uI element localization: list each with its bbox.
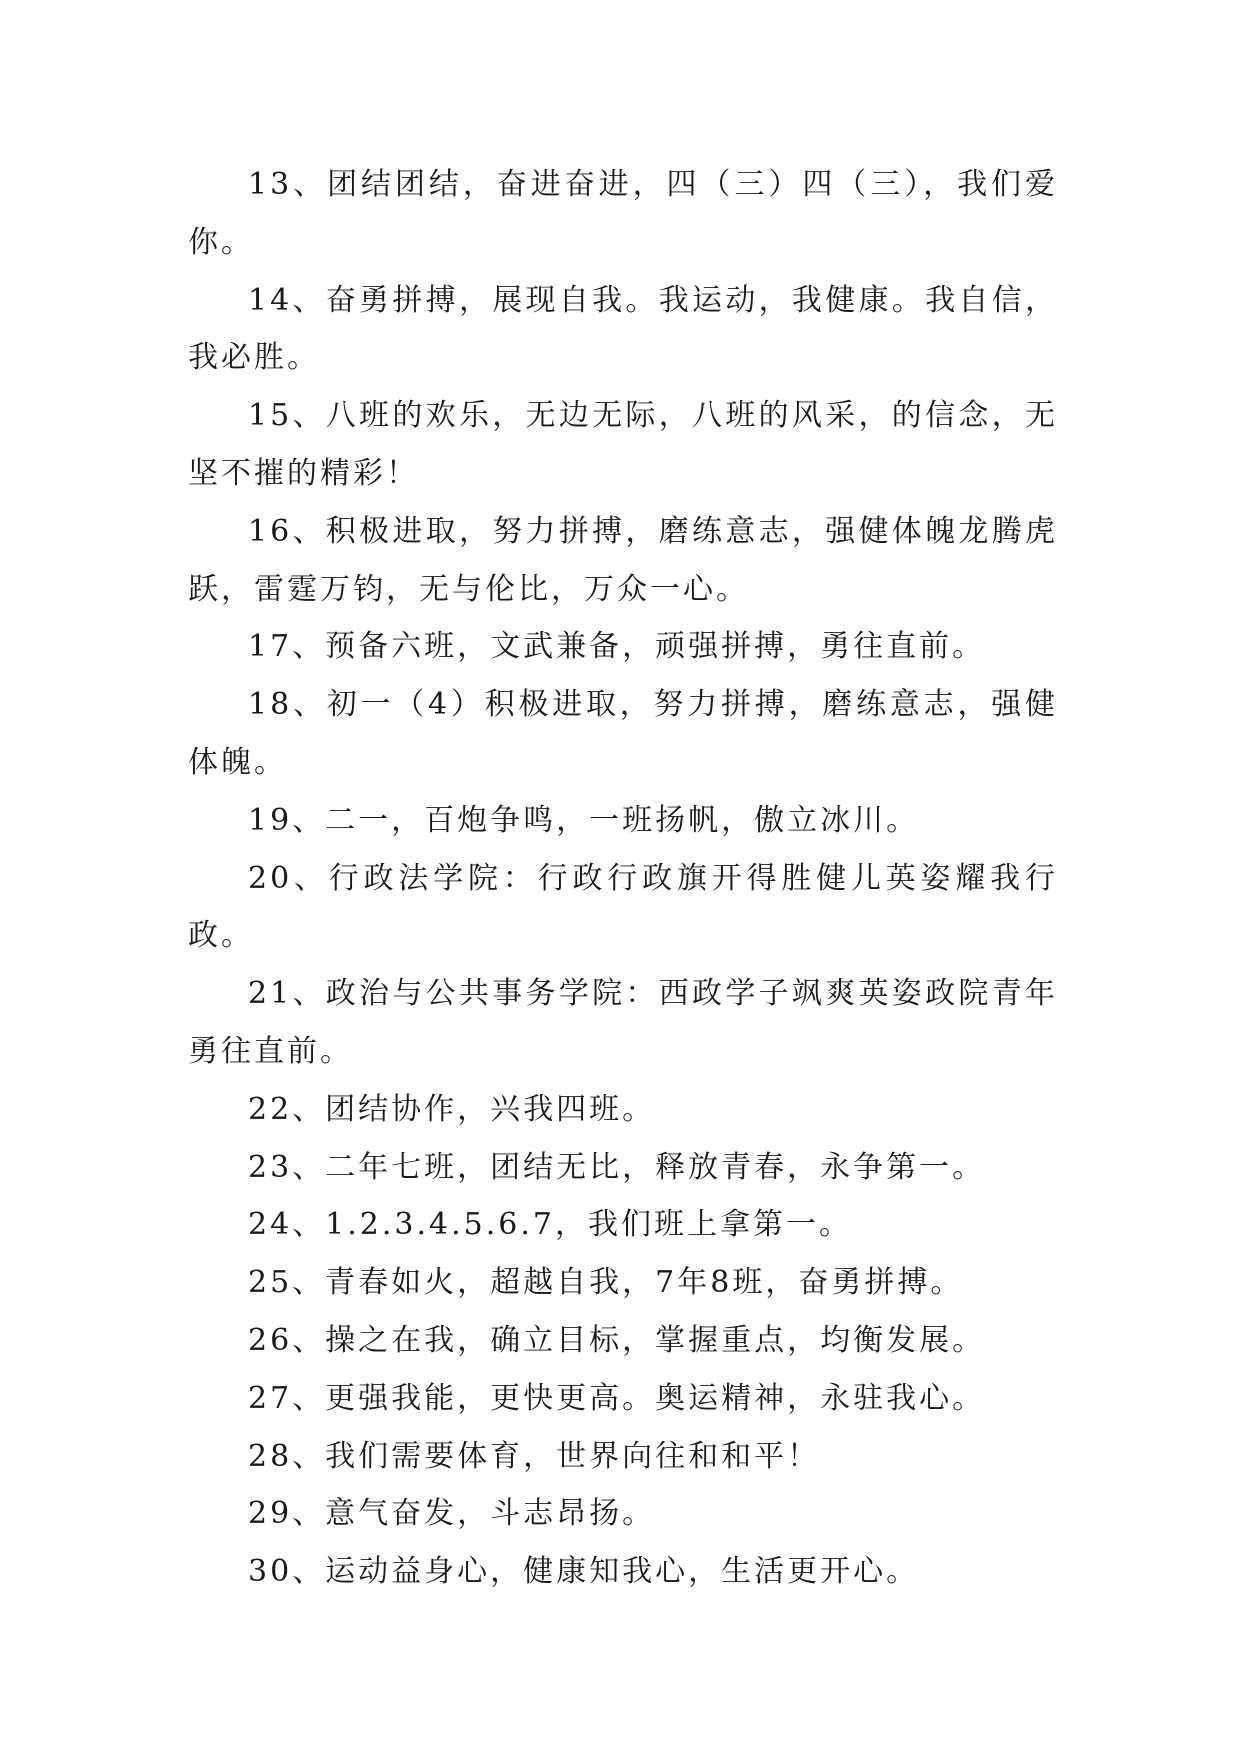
slogan-paragraph-20: 20、行政法学院：行政行政旗开得胜健儿英姿耀我行政。	[188, 860, 1058, 954]
document-body	[188, 156, 1058, 1601]
slogan-paragraph-19: 19、二一，百炮争鸣，一班扬帆，傲立冰川。	[248, 802, 920, 838]
slogan-paragraph-16: 16、积极进取，努力拼搏，磨练意志，强健体魄龙腾虎跃，雷霆万钧，无与伦比，万众一心。	[188, 513, 1058, 607]
slogan-paragraph-21: 21、政治与公共事务学院：西政学子飒爽英姿政院青年勇往直前。	[188, 976, 1058, 1069]
slogan-paragraph-29: 29、意气奋发，斗志昂扬。	[248, 1496, 656, 1532]
slogan-paragraph-14: 14、奋勇拼搏，展现自我。我运动，我健康。我自信，我必胜。	[188, 282, 1058, 376]
slogan-paragraph-15: 15、八班的欢乐，无边无际，八班的风采，的信念，无坚不摧的精彩！	[188, 398, 1058, 491]
slogan-paragraph-13: 13、团结团结，奋进奋进，四（三）四（三），我们爱你。	[188, 167, 1058, 260]
slogan-paragraph-23: 23、二年七班，团结无比，释放青春，永争第一。	[248, 1149, 986, 1185]
slogan-paragraph-22: 22、团结协作，兴我四班。	[248, 1091, 656, 1127]
slogan-paragraph-18: 18、初一（4）积极进取，努力拼搏，磨练意志，强健体魄。	[188, 687, 1058, 780]
slogan-paragraph-25: 25、青春如火，超越自我，7年8班，奋勇拼搏。	[248, 1265, 964, 1301]
slogan-paragraph-30: 30、运动益身心，健康知我心，生活更开心。	[248, 1554, 920, 1590]
slogan-paragraph-27: 27、更强我能，更快更高。奥运精神，永驻我心。	[248, 1380, 986, 1416]
slogan-paragraph-26: 26、操之在我，确立目标，掌握重点，均衡发展。	[248, 1322, 986, 1358]
slogan-paragraph-28: 28、我们需要体育，世界向往和和平！	[248, 1438, 821, 1474]
slogan-paragraph-24: 24、1.2.3.4.5.6.7，我们班上拿第一。	[248, 1207, 852, 1243]
slogan-paragraph-17: 17、预备六班，文武兼备，顽强拼搏，勇往直前。	[248, 629, 986, 665]
